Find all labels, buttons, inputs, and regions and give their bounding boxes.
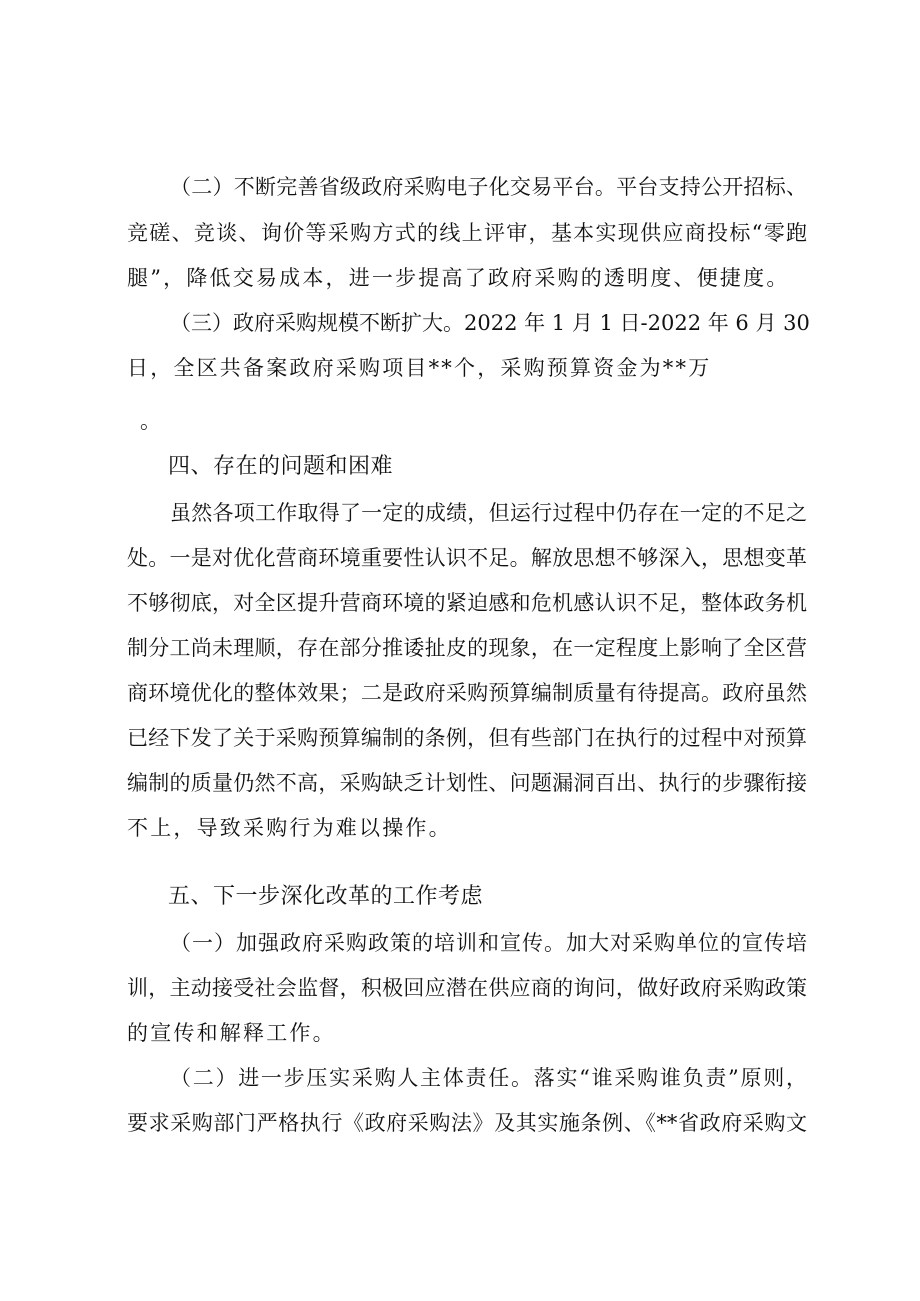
paragraph-line: 处。一是对优化营商环境重要性认识不足。解放思想不够深入，思想变革 [127,546,807,570]
paragraph-line: 编制的质量仍然不高，采购缺乏计划性、问题漏洞百出、执行的步骤衔接 [127,771,807,795]
paragraph-line: 不够彻底，对全区提升营商环境的紧迫感和危机感认识不足，整体政务机 [127,591,807,615]
paragraph-line: （二）不断完善省级政府采购电子化交易平台。平台支持公开招标、 [170,175,807,199]
paragraph-line: 竞磋、竞谈、询价等采购方式的线上评审，基本实现供应商投标“零跑 [127,221,807,245]
paragraph-line: （二）进一步压实采购人主体责任。落实“谁采购谁负责”原则， [170,1066,807,1090]
paragraph-line: （三）政府采购规模不断扩大。2022 年 1 月 1 日-2022 年 6 月 30 [170,311,810,335]
paragraph-line: 腿”，降低交易成本，进一步提高了政府采购的透明度、便捷度。 [127,266,790,290]
paragraph-line: 已经下发了关于采购预算编制的条例，但有些部门在执行的过程中对预算 [127,726,807,750]
paragraph-line: 商环境优化的整体效果；二是政府采购预算编制质量有待提高。政府虽然 [127,681,807,705]
paragraph-line: 日，全区共备案政府采购项目**个，采购预算资金为**万 [127,356,712,380]
paragraph-line: 的宣传和解释工作。 [127,1021,336,1045]
paragraph-line: 。 [140,409,164,433]
paragraph-line: （一）加强政府采购政策的培训和宣传。加大对采购单位的宣传培 [170,931,807,955]
paragraph-line: 制分工尚未理顺，存在部分推诿扯皮的现象，在一定程度上影响了全区营 [127,636,807,660]
paragraph-line: 要求采购部门严格执行《政府采购法》及其实施条例、《**省政府采购文 [127,1111,807,1135]
paragraph-line: 不上，导致采购行为难以操作。 [127,816,452,840]
section-heading: 四、存在的问题和困难 [168,454,394,479]
paragraph-line: 虽然各项工作取得了一定的成绩，但运行过程中仍存在一定的不足之 [170,501,807,525]
section-heading: 五、下一步深化改革的工作考虑 [168,884,484,909]
paragraph-line: 训，主动接受社会监督，积极回应潜在供应商的询问，做好政府采购政策 [127,976,807,1000]
